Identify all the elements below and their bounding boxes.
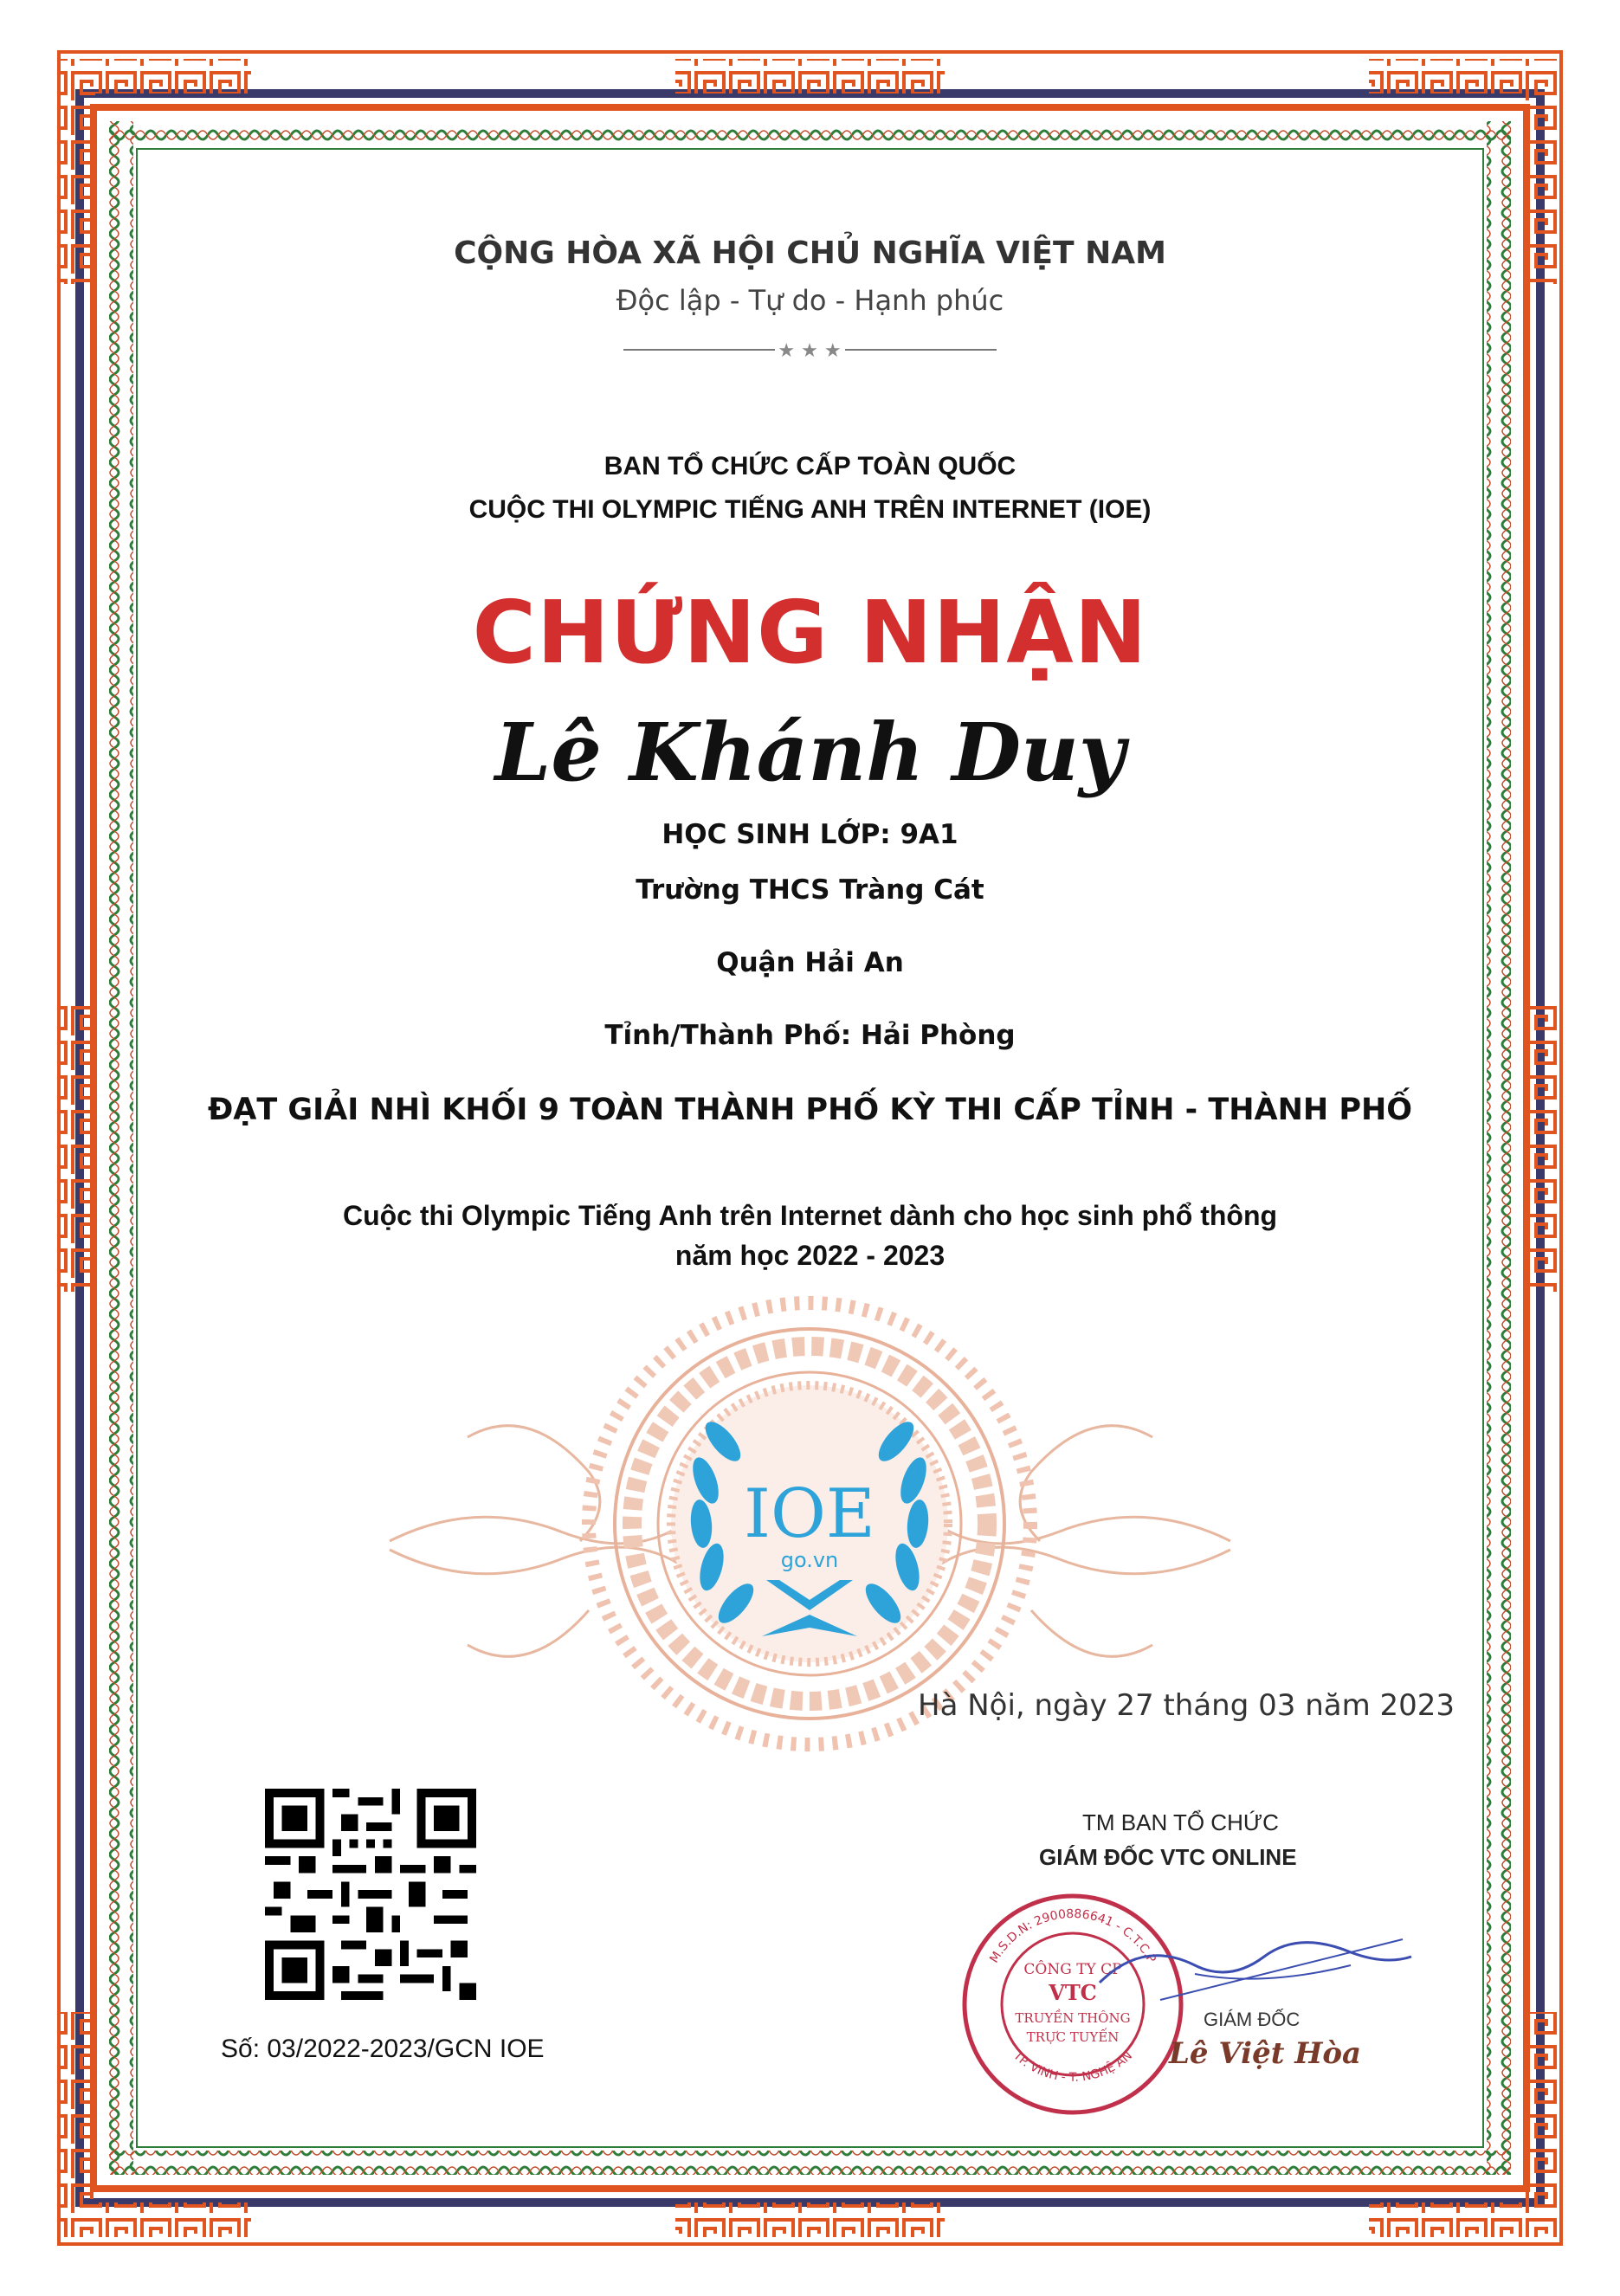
star-divider	[623, 332, 997, 367]
stamp-company: CÔNG TY CP	[1023, 1961, 1122, 1978]
signatory-title: GIÁM ĐỐC	[1204, 2009, 1301, 2030]
description-line-2: năm học 2022 - 2023	[674, 1240, 946, 1271]
stamp-outer-bottom: TP. VINH - T. NGHỆ AN	[1010, 2048, 1135, 2085]
signature-line-2: GIÁM ĐỐC VTC ONLINE	[1039, 1844, 1297, 1870]
district-name: Quận Hải An	[716, 947, 904, 978]
school-name: Trường THCS Tràng Cát	[636, 874, 984, 906]
award-line: ĐẠT GIẢI NHÌ KHỐI 9 TOÀN THÀNH PHỐ KỲ THI CẤP TỈNH - THÀNH PHỐ	[207, 1093, 1413, 1127]
description-line-1: Cuộc thi Olympic Tiếng Anh trên Internet dành cho học sinh phổ thông	[342, 1200, 1278, 1231]
recipient-name: Lê Khánh Duy	[494, 706, 1126, 799]
nation-heading: CỘNG HÒA XÃ HỘI CHỦ NGHĨA VIỆT NAM	[454, 235, 1166, 271]
signature-block	[970, 1809, 1420, 2104]
province-name: Tỉnh/Thành Phố: Hải Phòng	[604, 1020, 1016, 1051]
signature-line-1: TM BAN TỔ CHỨC	[1082, 1809, 1279, 1835]
signatory-name: Lê Việt Hòa	[1169, 2036, 1362, 2071]
organizer-line-2: CUỘC THI OLYMPIC TIẾNG ANH TRÊN INTERNET (IOE)	[468, 495, 1152, 524]
svg-text:★ ★ ★: ★ ★ ★	[778, 340, 842, 362]
document-number: Số: 03/2022-2023/GCN IOE	[221, 2035, 545, 2063]
organizer-line-1: BAN TỔ CHỨC CẤP TOÀN QUỐC	[603, 452, 1017, 480]
motto: Độc lập - Tự do - Hạnh phúc	[616, 284, 1004, 317]
issue-date: Hà Nội, ngày 27 tháng 03 năm 2023	[918, 1688, 1455, 1723]
certificate-title: CHỨNG NHẬN	[472, 582, 1148, 683]
stamp-line-4: TRỰC TUYẾN	[1026, 2029, 1120, 2045]
handwritten-signature	[1091, 1905, 1420, 2009]
class-line: HỌC SINH LỚP: 9A1	[662, 819, 958, 850]
svg-text:TP. VINH - T. NGHỆ AN	[1010, 2048, 1135, 2085]
svg-text:go.vn: go.vn	[780, 1548, 839, 1572]
stamp-outer-top: M.S.D.N: 2900886641 - C.T.C.P	[987, 1906, 1159, 1966]
stamp-brand: VTC	[1049, 1980, 1097, 2005]
stamp-line-3: TRUYỀN THÔNG	[1015, 2010, 1131, 2026]
qr-code	[265, 1789, 476, 2000]
svg-text:IOE: IOE	[744, 1475, 875, 1553]
